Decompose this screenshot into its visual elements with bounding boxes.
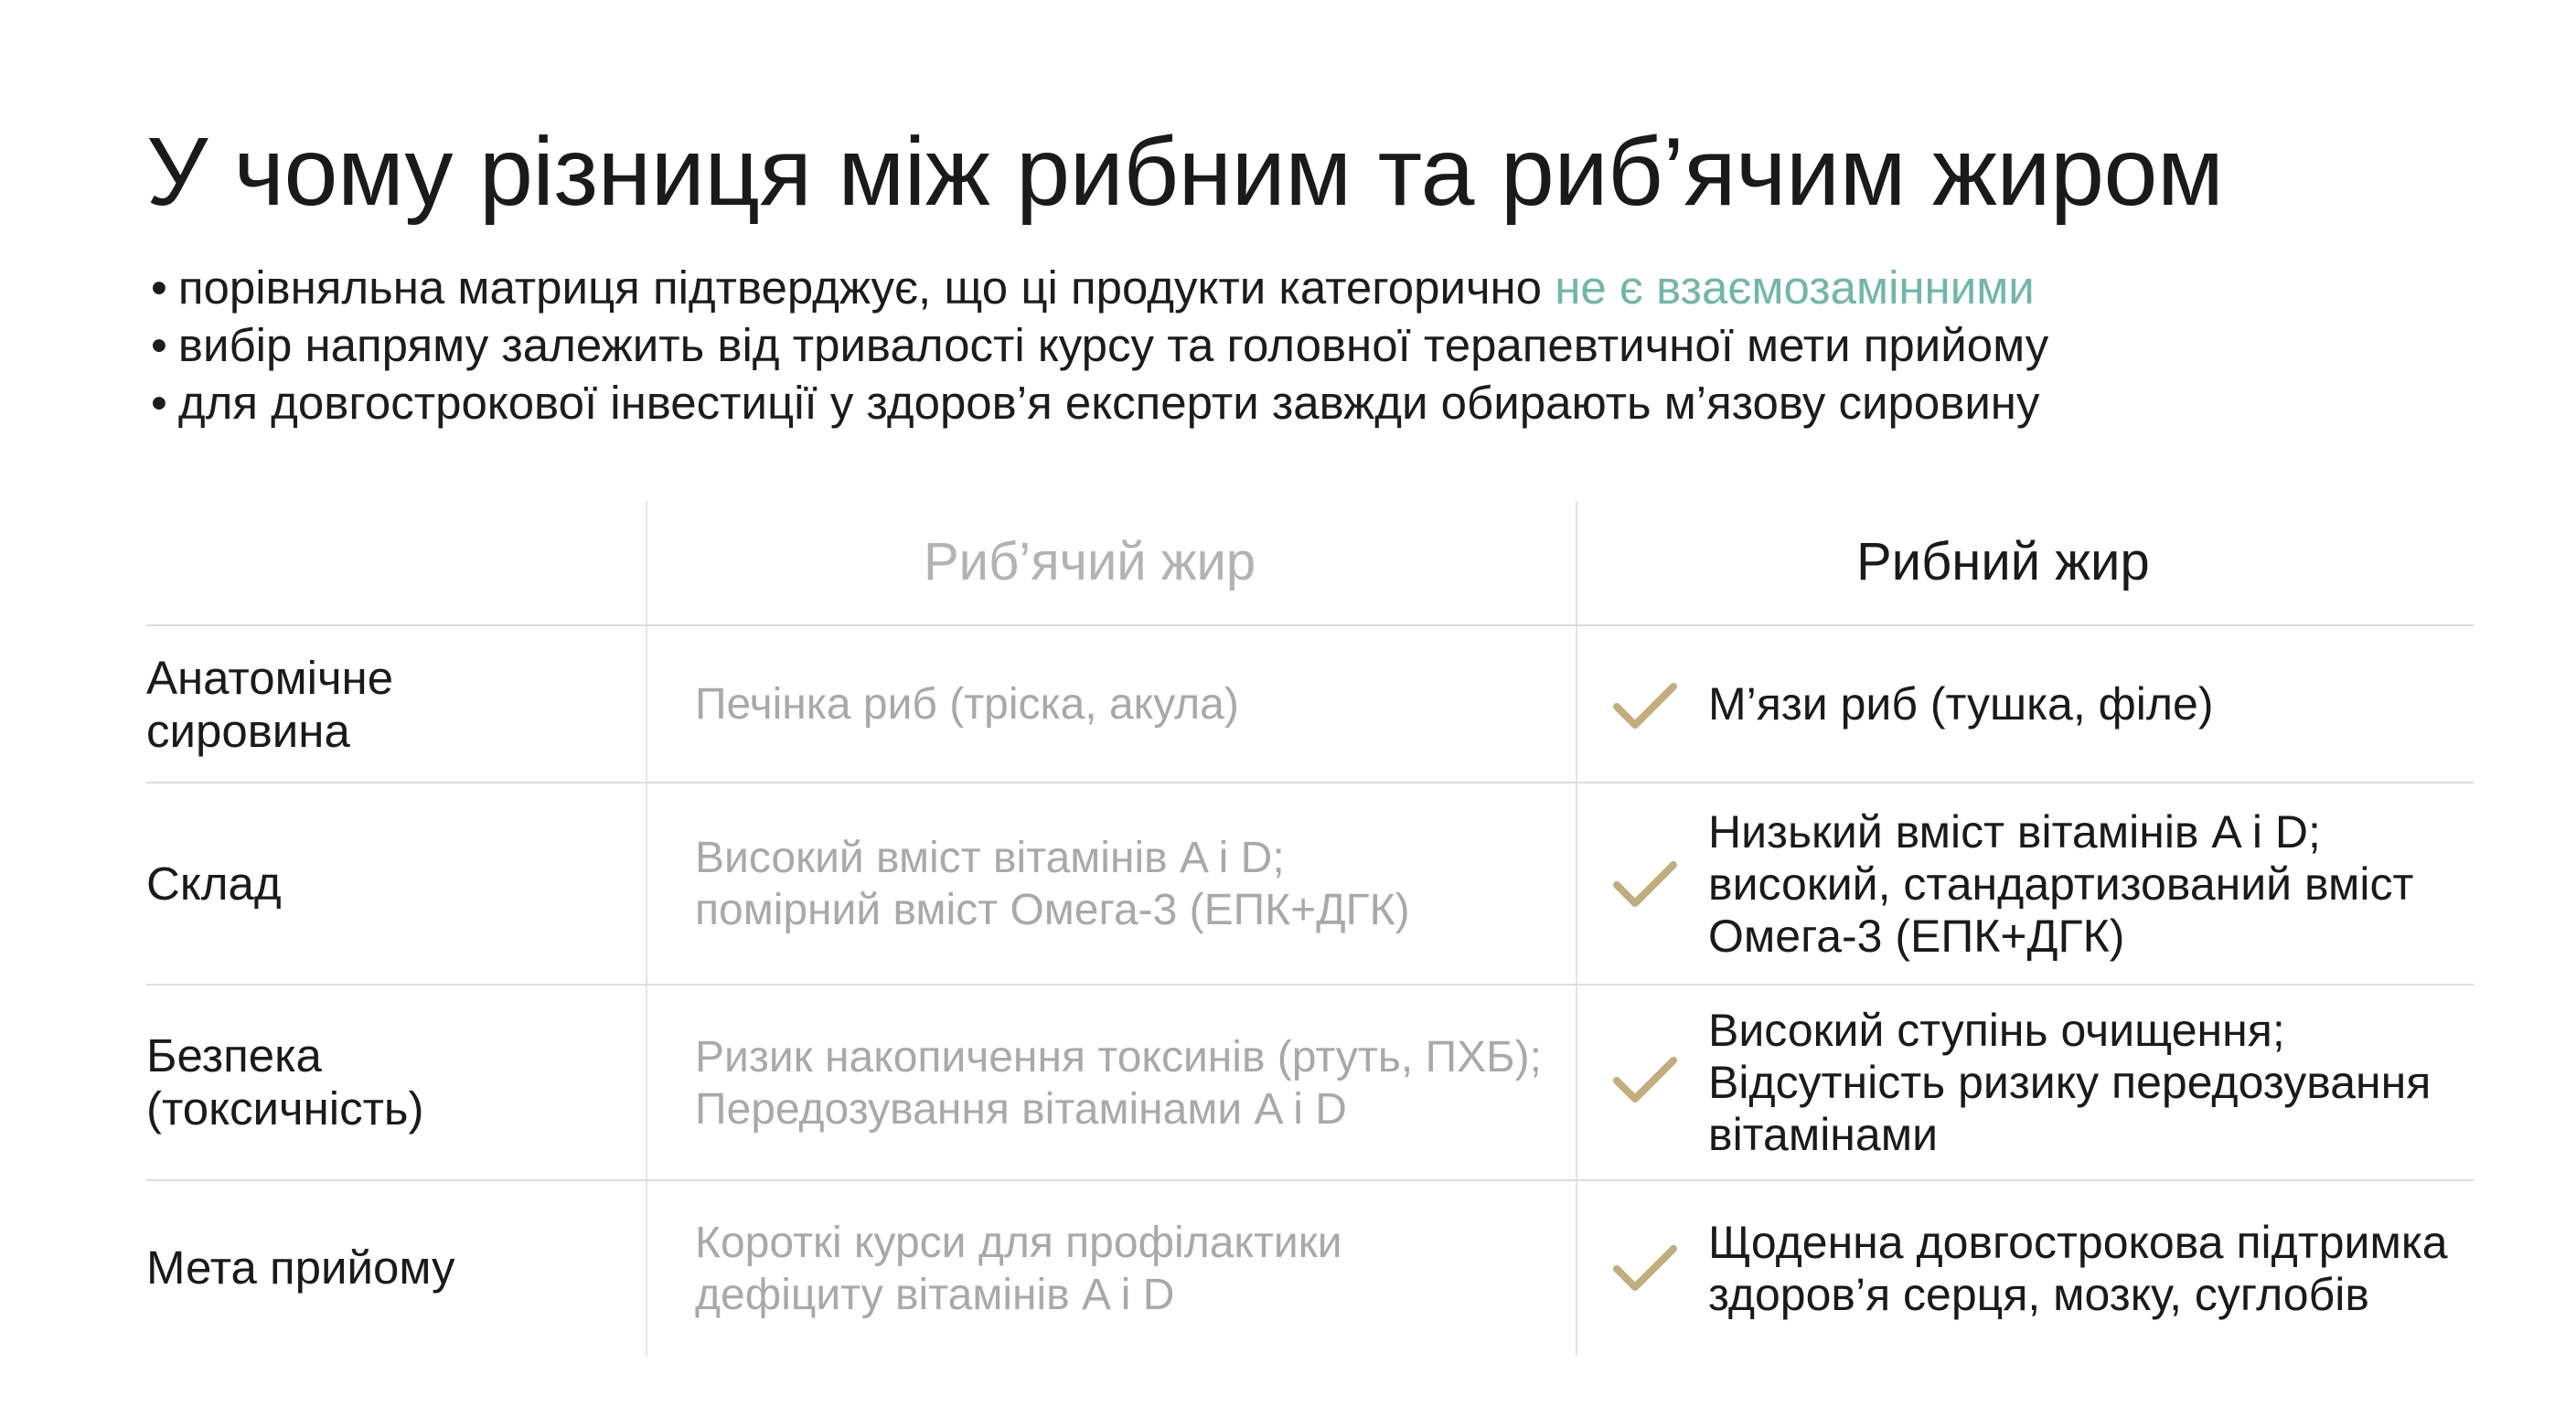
row-label-line: Анатомічне [146, 652, 394, 704]
cell-line: М’язи риб (тушка, філе) [1708, 678, 2214, 730]
bullet-dot: • [151, 377, 167, 429]
bullet-text: порівняльна матриця підтверджує, що ці продукти категорично [177, 261, 1555, 314]
row-label-line: сировина [146, 705, 350, 757]
row-label-line: Склад [146, 858, 282, 910]
row-divider [146, 782, 2474, 783]
cell-line: Низький вміст вітамінів A і D; [1708, 806, 2321, 858]
row-label [146, 858, 622, 911]
cell-line: Ризик накопичення токсинів (ртуть, ПХБ); [695, 1033, 1542, 1081]
check-icon [1611, 679, 1679, 734]
bullet-dot: • [151, 261, 167, 314]
cod-liver-oil-cell [695, 1031, 1573, 1135]
check-icon [1611, 858, 1679, 912]
cell-line: вітамінами [1708, 1109, 1939, 1160]
column-header-fish-oil: Рибний жир [1856, 532, 2150, 591]
row-divider [146, 624, 2474, 626]
fish-oil-cell [1708, 1217, 2495, 1321]
bullet-accent-text: не є взаємозамінними [1555, 261, 2035, 314]
row-divider [146, 1179, 2474, 1181]
row-label [146, 1029, 622, 1135]
cell-line: Омега-3 (ЕПК+ДГК) [1708, 911, 2125, 962]
fish-oil-cell [1708, 806, 2495, 963]
bullet-text: для довгострокової інвестиції у здоров’я експерти завжди обирають м’язову сировину [177, 377, 2040, 429]
page-title: У чому різниця між рибним та риб’ячим жиром [146, 118, 2224, 226]
cell-line: Передозування вітамінами A і D [695, 1085, 1347, 1134]
row-label [146, 1241, 622, 1294]
cell-line: Відсутність ризику передозування [1708, 1057, 2432, 1108]
fish-oil-cell [1708, 1005, 2495, 1161]
row-label-line: Мета прийому [146, 1241, 455, 1294]
row-label [146, 652, 622, 758]
cod-liver-oil-cell [695, 678, 1573, 730]
cell-line: Високий вміст вітамінів A і D; [695, 834, 1285, 882]
bullet-dot: • [151, 319, 167, 371]
cod-liver-oil-cell [695, 1217, 1573, 1321]
cell-line: Печінка риб (тріска, акула) [695, 680, 1239, 729]
column-divider [646, 501, 647, 1356]
cell-line: здоров’я серця, мозку, суглобів [1708, 1269, 2369, 1320]
cell-line: дефіциту вітамінів A і D [695, 1271, 1175, 1319]
check-icon [1611, 1241, 1679, 1296]
column-divider [1576, 501, 1577, 1356]
cell-line: помірний вміст Омега-3 (ЕПК+ДГК) [695, 886, 1410, 934]
row-divider [146, 984, 2474, 986]
check-icon [1611, 1053, 1679, 1108]
column-header-cod-liver-oil: Риб’ячий жир [924, 532, 1256, 591]
fish-oil-cell [1708, 678, 2495, 730]
bullet-text: вибір напряму залежить від тривалості курсу та головної терапевтичної мети прийому [177, 319, 2049, 371]
cod-liver-oil-cell [695, 832, 1573, 936]
cell-line: Високий ступінь очищення; [1708, 1005, 2285, 1056]
row-label-line: Безпека [146, 1029, 322, 1081]
row-label-line: (токсичність) [146, 1082, 424, 1135]
cell-line: Короткі курси для профілактики [695, 1219, 1342, 1267]
cell-line: високий, стандартизований вміст [1708, 858, 2414, 910]
cell-line: Щоденна довгострокова підтримка [1708, 1217, 2448, 1268]
